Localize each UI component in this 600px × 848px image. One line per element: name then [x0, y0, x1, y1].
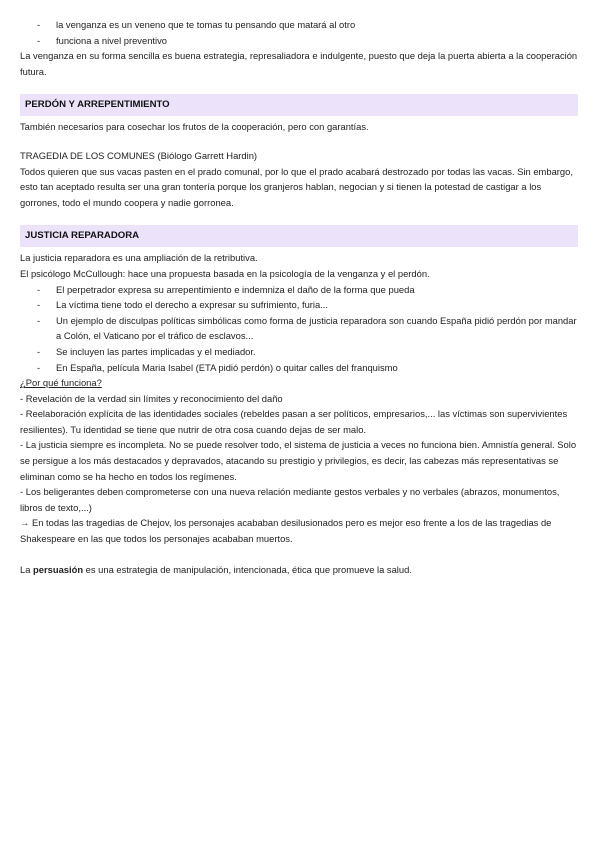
list-item: - funciona a nivel preventivo	[20, 33, 580, 49]
justicia-bullet-list	[20, 282, 580, 376]
persuasion-after: es una estrategia de manipulación, intencionada, ética que promueve la salud.	[83, 563, 412, 575]
section-heading-perdon: PERDÓN Y ARREPENTIMIENTO	[20, 94, 578, 116]
reason-item: - Reelaboración explícita de las identidades sociales (rebeldes pasan a ser políticos, empresarios,... las víctimas son supervivientes resilientes). Tu identidad se tiene que nutrir de otra cosa cuando dejas de ser malo.	[20, 408, 568, 435]
list-item: - Se incluyen las partes implicadas y el mediador.	[20, 344, 580, 360]
persuasion-paragraph	[20, 562, 580, 578]
list-item: - El perpetrador expresa su arrepentimiento e indemniza el daño de la forma que pueda	[20, 282, 580, 298]
intro-paragraph: La venganza en su forma sencilla es buena estrategia, represaliadora e indulgente, puesto que deja la puerta abierta a la cooperación futura.	[20, 50, 578, 77]
list-item: - En España, película Maria Isabel (ETA pidió perdón) o quitar calles del franquismo	[20, 360, 580, 376]
top-bullet-list	[20, 17, 580, 48]
reason-item: - Los beligerantes deben comprometerse con una nueva relación mediante gestos verbales y no verbales (abrazos, monumentos, libros de texto,...)	[20, 486, 560, 513]
list-item: - La víctima tiene todo el derecho a expresar su sufrimiento, furia...	[20, 297, 580, 313]
justicia-line1: La justicia reparadora es una ampliación de la retributiva.	[20, 252, 258, 264]
section1-text: También necesarios para cosechar los frutos de la cooperación, pero con garantías.	[20, 121, 369, 133]
reason-item: → En todas las tragedias de Chejov, los personajes acababan desilusionados pero es mejor eso frente a los de las tragedias de Shakespeare en las que todos los personajes acababan muertos.	[20, 517, 552, 545]
list-item: - la venganza es un veneno que te tomas tu pensando que matará al otro	[20, 17, 580, 33]
question-heading: ¿Por qué funciona?	[20, 377, 102, 389]
reason-item: - La justicia siempre es incompleta. No se puede resolver todo, el sistema de justicia a veces no funciona bien. Amnistía general. Solo se persigue a los más destacados y depravados, atacando su prestigio y privilegios, es decir, las cabezas más representativas se eliminan como se ha hecho en todos los regímenes.	[20, 439, 577, 482]
tragedia-paragraph: Todos quieren que sus vacas pasten en el prado comunal, por lo que el prado acabará destrozado por todas las vacas. Sin embargo, esto tan aceptado resulta ser una gran tontería porque los granjeros hablan, negocian y si tienen la potestad de castigar a los gorrones, todo el mundo coopera y nadie gorronea.	[20, 165, 573, 208]
tragedia-subtitle: TRAGEDIA DE LOS COMUNES (Biólogo Garrett Hardin)	[20, 149, 258, 161]
list-item: - Un ejemplo de disculpas políticas simbólicas como forma de justicia reparadora son cuando España pidió perdón por mandar a Colón, el Vaticano por el tráfico de esclavos...	[20, 313, 580, 344]
reason-item: - Revelación de la verdad sin límites y reconocimiento del daño	[20, 392, 283, 404]
persuasion-keyword: persuasión	[33, 563, 84, 575]
persuasion-before: La	[20, 563, 34, 575]
section-heading-justicia: JUSTICIA REPARADORA	[20, 225, 578, 247]
justicia-line2: El psicólogo McCullough: hace una propuesta basada en la psicología de la venganza y el perdón.	[20, 267, 430, 279]
